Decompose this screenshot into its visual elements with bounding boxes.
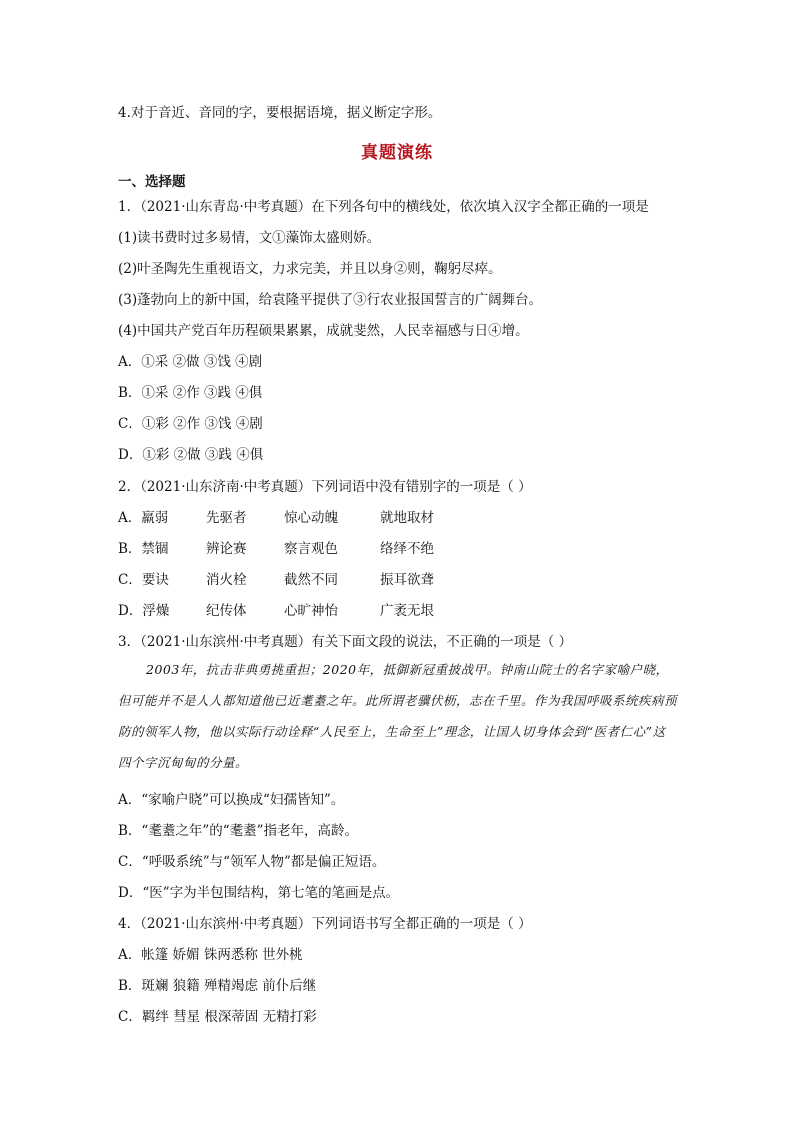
- q1-option-b: B．①采 ②作 ③践 ④俱: [118, 385, 263, 401]
- q4-option-a: A．帐篷 娇媚 铢两悉称 世外桃: [118, 947, 303, 963]
- q2-b-term-3: 察言观色: [284, 541, 338, 557]
- q2-a-term-2: 先驱者: [206, 510, 247, 526]
- q2-d-term-4: 广袤无垠: [380, 603, 434, 619]
- q2-d-term-3: 心旷神怡: [284, 603, 338, 619]
- q2-option-b: [118, 539, 434, 559]
- q2-c-term-4: 振耳欲聋: [380, 572, 434, 588]
- q1-stem: 1．（2021·山东青岛·中考真题）在下列各句中的横线处，依次填入汉字全都正确的一项是: [118, 199, 649, 215]
- q2-option-d: [118, 601, 434, 621]
- q2-stem: 2．（2021·山东济南·中考真题）下列词语中没有错别字的一项是（ ）: [118, 479, 532, 495]
- q3-option-b: B．“耄耋之年”的“耄耋”指老年，高龄。: [118, 823, 359, 839]
- q2-a-term-1: A．羸弱: [118, 510, 169, 526]
- q2-b-term-4: 络绎不绝: [380, 541, 434, 557]
- q3-stem: 3．（2021·山东滨州·中考真题）有关下面文段的说法，不正确的一项是（ ）: [118, 634, 573, 650]
- q2-option-a: [118, 508, 434, 528]
- q1-sentence-1: (1)读书费时过多易情，文①藻饰太盛则娇。: [118, 230, 381, 246]
- q4-stem: 4．（2021·山东滨州·中考真题）下列词语书写全都正确的一项是（ ）: [118, 916, 532, 932]
- q2-d-term-2: 纪传体: [206, 603, 247, 619]
- q2-a-term-3: 惊心动魄: [284, 510, 338, 526]
- q2-b-term-1: B．禁锢: [118, 541, 169, 557]
- q3-passage: 2003年，抗击非典勇挑重担；2020年，抵御新冠重披战甲。钟南山院士的名字家喻户晓，但可能并不是人人都知道他已近耄耋之年。此所谓老骥伏枥，志在千里。作为我国呼吸系统疾病预防的领军人物，他以实际行动诠释“人民至上，生命至上”理念，让国人切身体会到“医者仁心”这四个字沉甸甸的分量。: [118, 662, 678, 770]
- q2-c-term-3: 截然不同: [284, 572, 338, 588]
- q3-option-d: D．“医”字为半包围结构，第七笔的笔画是点。: [118, 885, 400, 901]
- q2-option-c: [118, 570, 434, 590]
- q3-option-c: C．“呼吸系统”与“领军人物”都是偏正短语。: [118, 854, 386, 870]
- section-title: 真题演练: [361, 143, 433, 163]
- section-heading: 一、选择题: [118, 174, 186, 190]
- q4-option-c: C．羁绊 彗星 根深蒂固 无精打彩: [118, 1009, 317, 1025]
- q3-option-a: A．“家喻户晓”可以换成“妇孺皆知”。: [118, 792, 345, 808]
- q2-d-term-1: D．浮燥: [118, 603, 170, 619]
- q1-sentence-4: (4)中国共产党百年历程硕果累累，成就斐然，人民幸福感与日④增。: [118, 323, 529, 339]
- q1-option-a: A．①采 ②做 ③饯 ④剧: [118, 354, 263, 370]
- q1-sentence-2: (2)叶圣陶先生重视语文，力求完美，并且以身②则，鞠躬尽瘁。: [118, 261, 502, 277]
- q2-b-term-2: 辨论赛: [206, 541, 247, 557]
- q2-c-term-2: 消火栓: [206, 572, 247, 588]
- q1-sentence-3: (3)蓬勃向上的新中国，给袁隆平提供了③行农业报国誓言的广阔舞台。: [118, 292, 543, 308]
- intro-tip: 4.对于音近、音同的字，要根据语境，据义断定字形。: [118, 105, 442, 121]
- q1-option-d: D．①彩 ②做 ③践 ④俱: [118, 447, 264, 463]
- q1-option-c: C．①彩 ②作 ③饯 ④剧: [118, 416, 263, 432]
- q2-a-term-4: 就地取材: [380, 510, 434, 526]
- q4-option-b: B．斑斓 狼籍 殚精竭虑 前仆后继: [118, 978, 317, 994]
- q2-c-term-1: C．要诀: [118, 572, 169, 588]
